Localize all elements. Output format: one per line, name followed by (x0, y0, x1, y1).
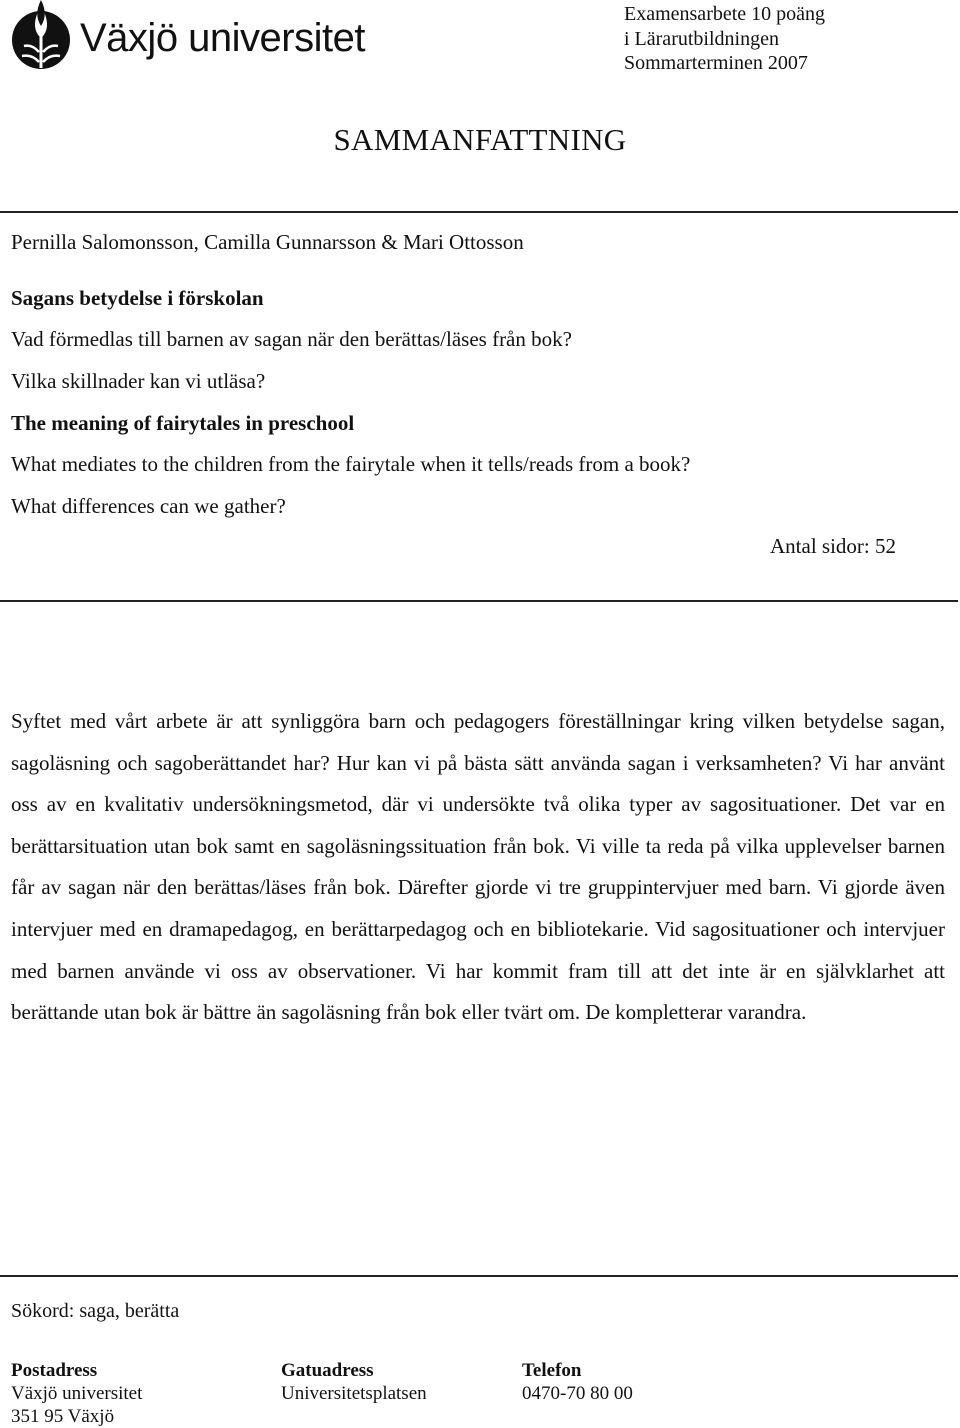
english-title: The meaning of fairytales in preschool (11, 411, 355, 435)
english-question: What differences can we gather? (11, 494, 286, 518)
meta-line: Sommarterminen 2007 (624, 52, 808, 74)
english-question: What mediates to the children from the fairytale when it tells/reads from a book? (11, 452, 691, 476)
swedish-question: Vilka skillnader kan vi utläsa? (11, 369, 266, 393)
swedish-question: Vad förmedlas till barnen av sagan när den berättas/läses från bok? (11, 327, 572, 351)
footer-phone (522, 1359, 633, 1405)
footer-line: Växjö universitet (11, 1383, 143, 1404)
footer-heading: Postadress (11, 1360, 98, 1381)
footer-line: 0470-70 80 00 (522, 1383, 633, 1404)
authors: Pernilla Salomonsson, Camilla Gunnarsson & Mari Ottosson (11, 230, 524, 254)
university-name: Växjö universitet (80, 16, 365, 60)
footer-postal-address (11, 1359, 142, 1428)
meta-line: Examensarbete 10 poäng (624, 3, 826, 25)
page-title: SAMMANFATTNING (333, 122, 627, 157)
footer-line: Universitetsplatsen (281, 1383, 427, 1404)
divider (0, 600, 958, 602)
keywords: Sökord: saga, berätta (11, 1300, 180, 1322)
university-logo (10, 0, 410, 80)
divider (0, 211, 958, 213)
footer-heading: Gatuadress (281, 1360, 374, 1381)
swedish-title: Sagans betydelse i förskolan (11, 286, 264, 310)
meta-line: i Lärarutbildningen (624, 27, 779, 50)
footer-street-address (281, 1359, 427, 1405)
thesis-meta (624, 2, 825, 76)
university-emblem-icon (10, 0, 74, 78)
page-count: Antal sidor: 52 (770, 534, 896, 558)
divider (0, 1275, 958, 1277)
footer-line: 351 95 Växjö (11, 1406, 115, 1427)
abstract-text: Syftet med vårt arbete är att synliggöra barn och pedagogers föreställningar kring vilken betydelse sagan, sagoläsning och sagoberättandet har? Hur kan vi på bästa sätt använda sagan i verksamheten? Vi har använt oss av en kvalitativ undersökningsmetod, där vi undersökte två olika typer av sagosituationer. Det var en berättarsituation utan bok samt en sagoläsningssituation från bok. Vi ville ta reda på vilka upplevelser barnen får av sagan när den berättas/läses från bok. Därefter gjorde vi tre gruppintervjuer med barn. Vi gjorde även intervjuer med en dramapedagog, en berättarpedagog och en bibliotekarie. Vid sagosituationer och intervjuer med barnen använde vi oss av observationer. Vi har kommit fram till att det inte är en självklarhet att berättande utan bok är bättre än sagoläsning från bok eller tvärt om. De kompletterar varandra. (11, 709, 945, 1025)
footer-heading: Telefon (522, 1360, 582, 1381)
